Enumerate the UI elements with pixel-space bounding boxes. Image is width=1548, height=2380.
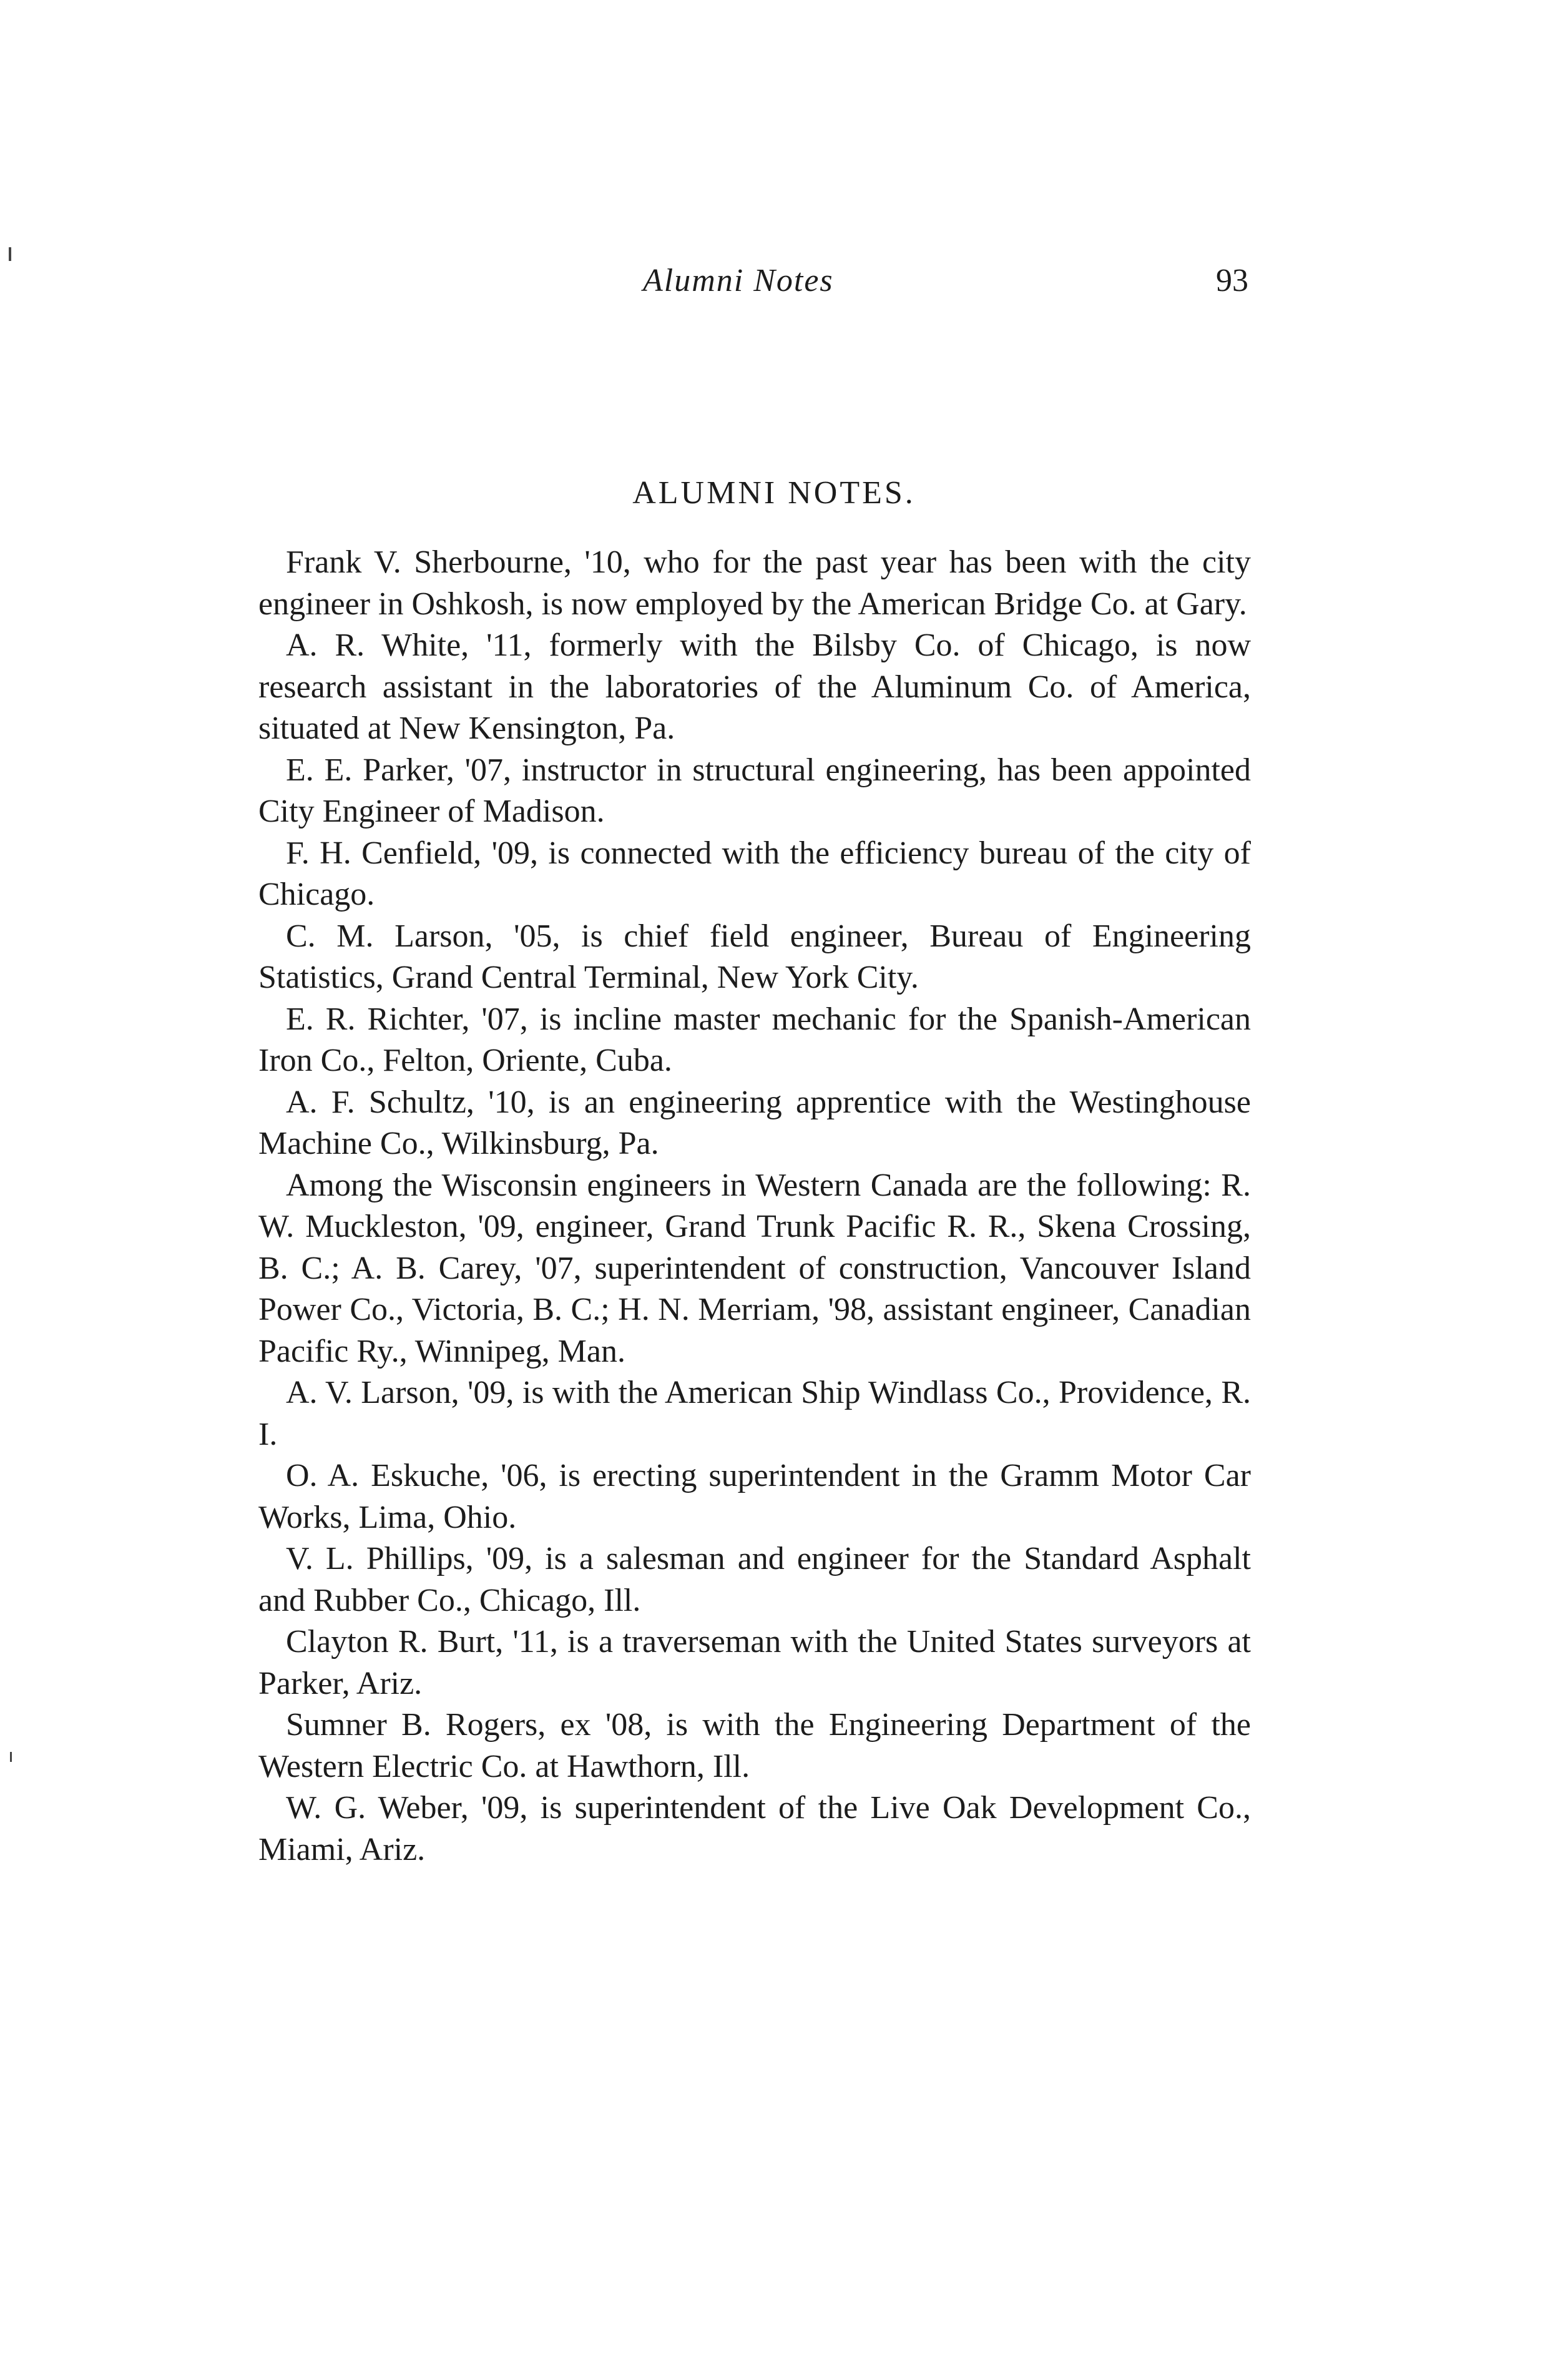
note-paragraph: Among the Wisconsin engineers in Western Canada are the following: R. W. Muckleston, '09, engineer, Grand Trunk Pacific R. R., Skena Crossing, B. C.; A. B. Carey, '07, superintendent of construction, Vancouver Island Power Co., Victoria, B. C.; H. N. Merriam, '98, assistant engineer, Canadian Pacific Ry., Winnipeg, Man. <box>258 1167 1251 1369</box>
note-paragraph: F. H. Cenfield, '09, is connected with the efficiency bureau of the city of Chicago. <box>258 835 1251 912</box>
note-paragraph: W. G. Weber, '09, is superintendent of the Live Oak Development Co., Miami, Ariz. <box>258 1790 1251 1867</box>
note-paragraph: Clayton R. Burt, '11, is a traverseman with the United States surveyors at Parker, Ariz. <box>258 1624 1251 1701</box>
note-paragraph: E. E. Parker, '07, instructor in structural engineering, has been appointed City Engineer of Madison. <box>258 752 1251 829</box>
running-head-title: Alumni Notes <box>643 263 834 298</box>
article-title: ALUMNI NOTES. <box>632 475 916 511</box>
margin-mark-bottom <box>10 1752 12 1762</box>
article-body <box>258 542 1251 1871</box>
note-paragraph: A. V. Larson, '09, is with the American Ship Windlass Co., Providence, R. I. <box>258 1375 1251 1452</box>
note-paragraph: Frank V. Sherbourne, '10, who for the past year has been with the city engineer in Oshkosh, is now employed by the American Bridge Co. at Gary. <box>258 544 1251 622</box>
running-head <box>0 262 1548 312</box>
note-paragraph: C. M. Larson, '05, is chief field engineer, Bureau of Engineering Statistics, Grand Central Terminal, New York City. <box>258 918 1251 995</box>
note-paragraph: A. F. Schultz, '10, is an engineering apprentice with the Westinghouse Machine Co., Wilkinsburg, Pa. <box>258 1084 1251 1161</box>
note-paragraph: V. L. Phillips, '09, is a salesman and engineer for the Standard Asphalt and Rubber Co., Chicago, Ill. <box>258 1541 1251 1618</box>
note-paragraph: E. R. Richter, '07, is incline master mechanic for the Spanish-American Iron Co., Felton, Oriente, Cuba. <box>258 1001 1251 1078</box>
note-paragraph: A. R. White, '11, formerly with the Bilsby Co. of Chicago, is now research assistant in the laboratories of the Aluminum Co. of America, situated at New Kensington, Pa. <box>258 627 1251 746</box>
page-number: 93 <box>1216 263 1248 298</box>
margin-mark-top <box>9 247 11 261</box>
note-paragraph: O. A. Eskuche, '06, is erecting superintendent in the Gramm Motor Car Works, Lima, Ohio. <box>258 1458 1251 1535</box>
note-paragraph: Sumner B. Rogers, ex '08, is with the Engineering Department of the Western Electric Co. at Hawthorn, Ill. <box>258 1707 1251 1784</box>
